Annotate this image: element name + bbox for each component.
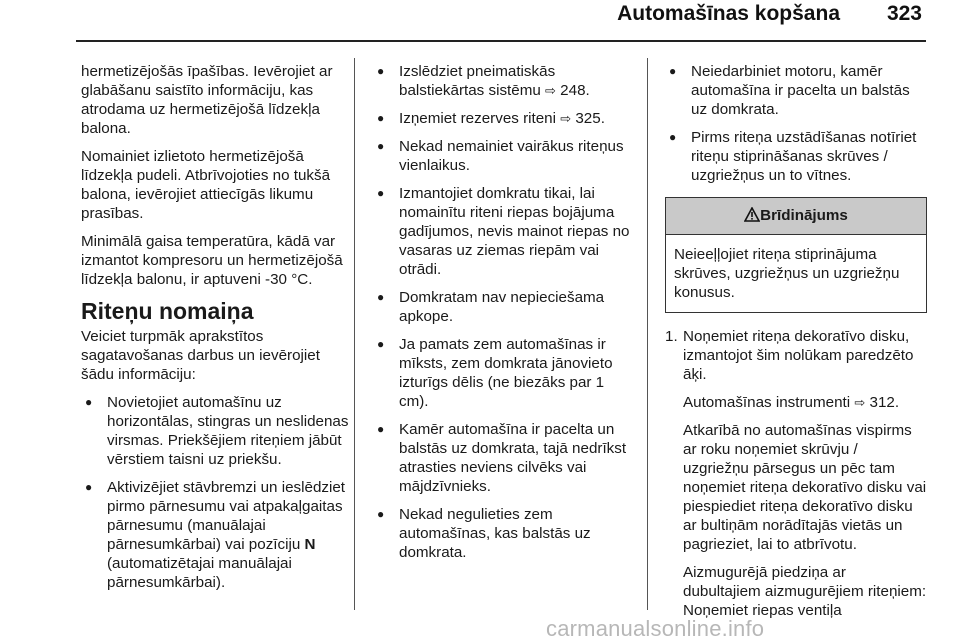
list-item-text: Izņemiet rezerves riteni xyxy=(399,110,561,127)
warning-body: Neieeļļojiet riteņa stiprinājuma skrūves, uzgriežņus un uzgriežņu konusus. xyxy=(666,234,926,312)
list-item: ● Pirms riteņa uzstādīšanas notīriet riteņu stiprināšanas skrūves / uzgriežņus un to vītnes. xyxy=(665,128,927,185)
paragraph: hermetizējošās īpašības. Ievērojiet ar glabāšanu saistīto informāciju, kas atrodama uz hermetizējošā līdzekļa balona. xyxy=(81,63,333,137)
list-item: ● Nekad negulieties zem automašīnas, kas balstās uz domkrata. xyxy=(373,505,635,562)
paragraph: Nomainiet izlietoto hermetizējošā līdzekļa pudeli. Atbrīvojoties no tukšā balona, ievērojiet attiecīgās likumu prasības. xyxy=(81,148,331,222)
warning-triangle-icon xyxy=(744,207,760,222)
page-ref-arrow-icon: ⇨ xyxy=(854,395,866,410)
column-divider-1 xyxy=(354,58,355,610)
paragraph: Veiciet turpmāk aprakstītos sagatavošanas darbus un ievērojiet šādu informāciju: xyxy=(81,328,320,383)
list-item xyxy=(373,109,635,128)
step-reference xyxy=(683,393,927,412)
list-item xyxy=(373,62,635,100)
list-item-text: (automatizētajai manuālajai pārnesumkārbai). xyxy=(107,555,292,591)
bullet-list xyxy=(373,62,635,562)
column-3 xyxy=(665,62,927,629)
column-2 xyxy=(373,62,635,571)
reference-text: Automašīnas instrumenti xyxy=(683,394,855,411)
list-item: ● Domkratam nav nepieciešama apkope. xyxy=(373,288,635,326)
header-rule xyxy=(76,40,926,42)
step-paragraph: Atkarībā no automašīnas vispirms ar roku noņemiet skrūvju / uzgriežņu pārsegus un pēc tam noņemiet riteņa dekoratīvo disku vai piespiediet riteņa dekoratīvo disku ar bultiņām norādītajās vietās un pagrieziet, lai to atbrīvotu. xyxy=(683,422,927,553)
step-number: 1. xyxy=(665,328,678,345)
page-ref-arrow-icon: ⇨ xyxy=(545,83,556,98)
numbered-step xyxy=(665,327,927,620)
list-item-text: Izslēdziet pneimatiskās balstiekārtas sistēmu xyxy=(399,63,556,99)
step-text: Noņemiet riteņa dekoratīvo disku, izmantojot šim nolūkam paredzēto āķi. xyxy=(683,328,914,383)
list-item: ● Novietojiet automašīnu uz horizontālas, stingras un neslidenas virsmas. Priekšējiem riteņiem jābūt vērstiem taisni uz priekšu. xyxy=(81,393,349,469)
page-ref-arrow-icon: ⇨ xyxy=(560,111,572,126)
section-heading: Riteņu nomaiņa xyxy=(81,298,254,324)
warning-title: Brīdinājums xyxy=(760,207,848,224)
page-number: 323 xyxy=(886,2,922,25)
warning-header xyxy=(666,198,926,234)
list-item: ● Izmantojiet domkratu tikai, lai nomainītu riteni riepas bojājuma gadījumos, nevis mainot riepas no vasaras uz ziemas riepām vai otrādi. xyxy=(373,184,635,279)
gear-position-N: N xyxy=(304,536,316,553)
paragraph: Minimālā gaisa temperatūra, kādā var izmantot kompresoru un hermetizējošā līdzekļa balonu, ir aptuveni -30 °C. xyxy=(81,233,343,288)
page-reference: 248. xyxy=(560,82,590,99)
page-reference: 325. xyxy=(575,110,605,127)
list-item-text: Aktivizējiet stāvbremzi un ieslēdziet pirmo pārnesumu vai atpakaļgaitas pārnesumu (manuālajai pārnesumkārbai) vai pozīciju xyxy=(107,479,346,553)
bullet-list xyxy=(665,62,927,185)
step-paragraph: Aizmugurējā piedziņa ar dubultajiem aizmugurējiem riteņiem: Noņemiet riepas ventiļa xyxy=(683,564,927,619)
list-item: ● Neiedarbiniet motoru, kamēr automašīna ir pacelta un balstās uz domkrata. xyxy=(665,62,927,119)
warning-box xyxy=(665,197,927,313)
column-divider-2 xyxy=(647,58,648,610)
list-item: ● Ja pamats zem automašīnas ir mīksts, zem domkrata jānovieto izturīgs dēlis (ne biezāks par 1 cm). xyxy=(373,335,635,411)
list-item xyxy=(81,478,349,592)
bullet-list xyxy=(81,393,349,592)
running-header-title: Automašīnas kopšana xyxy=(617,2,840,25)
watermark: carmanualsonline.info xyxy=(546,616,765,641)
page-reference: 312. xyxy=(869,394,900,411)
list-item: ● Kamēr automašīna ir pacelta un balstās uz domkrata, tajā nedrīkst atrasties neviens cilvēks vai mājdzīvnieks. xyxy=(373,420,635,496)
column-1 xyxy=(81,62,349,601)
list-item: ● Nekad nemainiet vairākus riteņus vienlaikus. xyxy=(373,137,635,175)
